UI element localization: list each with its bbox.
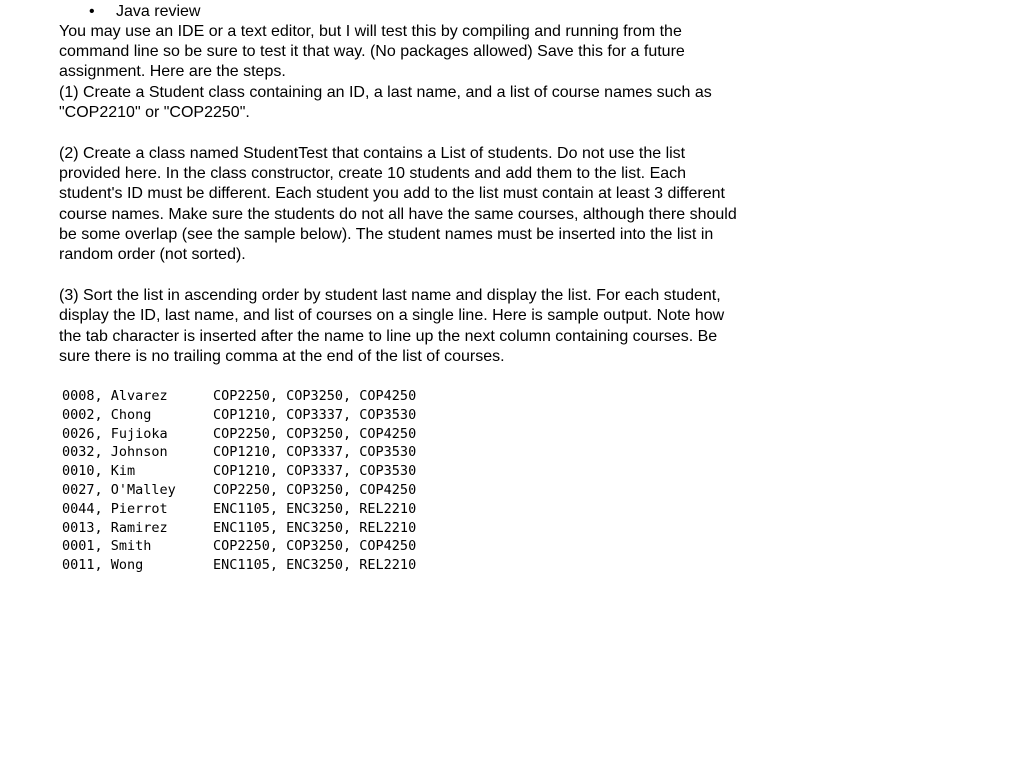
- sample-id-name: 0027, O'Malley: [62, 482, 176, 499]
- sample-output-row: [62, 462, 819, 481]
- sample-output-row: [62, 481, 819, 500]
- sample-output-row: [62, 443, 819, 462]
- bullet-item: [59, 2, 819, 22]
- sample-output-row: [62, 387, 819, 406]
- sample-output-row: [62, 556, 819, 575]
- sample-courses: ENC1105, ENC3250, REL2210: [213, 519, 417, 536]
- sample-output-row: [62, 500, 819, 519]
- paragraph-gap: [59, 123, 819, 144]
- bullet-title: Java review: [116, 3, 201, 20]
- sample-courses: COP1210, COP3337, COP3530: [213, 444, 417, 461]
- bullet-marker: •: [89, 3, 95, 20]
- sample-output-row: [62, 537, 819, 556]
- sample-courses: COP1210, COP3337, COP3530: [213, 406, 417, 423]
- sample-id-name: 0001, Smith: [62, 538, 152, 555]
- step-3-paragraph: (3) Sort the list in ascending order by student last name and display the list. For each student, display the ID, last name, and list of courses on a single line. Here is sample output. Note how the tab character is inserted after the name to line up the next column containing courses. Be sure there is no trailing comma at the end of the list of courses.: [59, 287, 725, 365]
- sample-output-block: [62, 387, 819, 575]
- sample-courses: COP1210, COP3337, COP3530: [213, 463, 417, 480]
- sample-output-row: [62, 425, 819, 444]
- step-1-paragraph: (1) Create a Student class containing an ID, a last name, and a list of course names such as "COP2210" or "COP2250".: [59, 83, 712, 121]
- sample-id-name: 0013, Ramirez: [62, 519, 168, 536]
- sample-id-name: 0008, Alvarez: [62, 388, 168, 405]
- sample-id-name: 0032, Johnson: [62, 444, 168, 461]
- sample-courses: COP2250, COP3250, COP4250: [213, 482, 417, 499]
- sample-id-name: 0011, Wong: [62, 557, 144, 574]
- sample-courses: ENC1105, ENC3250, REL2210: [213, 500, 417, 517]
- sample-id-name: 0010, Kim: [62, 463, 136, 480]
- sample-courses: ENC1105, ENC3250, REL2210: [213, 557, 417, 574]
- sample-output-row: [62, 519, 819, 538]
- intro-paragraph: You may use an IDE or a text editor, but I will test this by compiling and running from the command line so be sure to test it that way. (No packages allowed) Save this for a future assignment. Here are the steps.: [59, 23, 685, 81]
- sample-courses: COP2250, COP3250, COP4250: [213, 388, 417, 405]
- step-2-paragraph: (2) Create a class named StudentTest that contains a List of students. Do not use the list provided here. In the class constructor, create 10 students and add them to the list. Each student's ID must be different. Each student you add to the list must contain at least 3 different course names. Make sure the students do not all have the same courses, although there should be some overlap (see the sample below). The student names must be inserted into the list in random order (not sorted).: [59, 145, 737, 264]
- sample-id-name: 0044, Pierrot: [62, 500, 168, 517]
- sample-courses: COP2250, COP3250, COP4250: [213, 538, 417, 555]
- sample-courses: COP2250, COP3250, COP4250: [213, 425, 417, 442]
- paragraph-gap: [59, 265, 819, 286]
- sample-id-name: 0002, Chong: [62, 406, 152, 423]
- document-page: [59, 2, 819, 575]
- sample-output-row: [62, 406, 819, 425]
- sample-id-name: 0026, Fujioka: [62, 425, 168, 442]
